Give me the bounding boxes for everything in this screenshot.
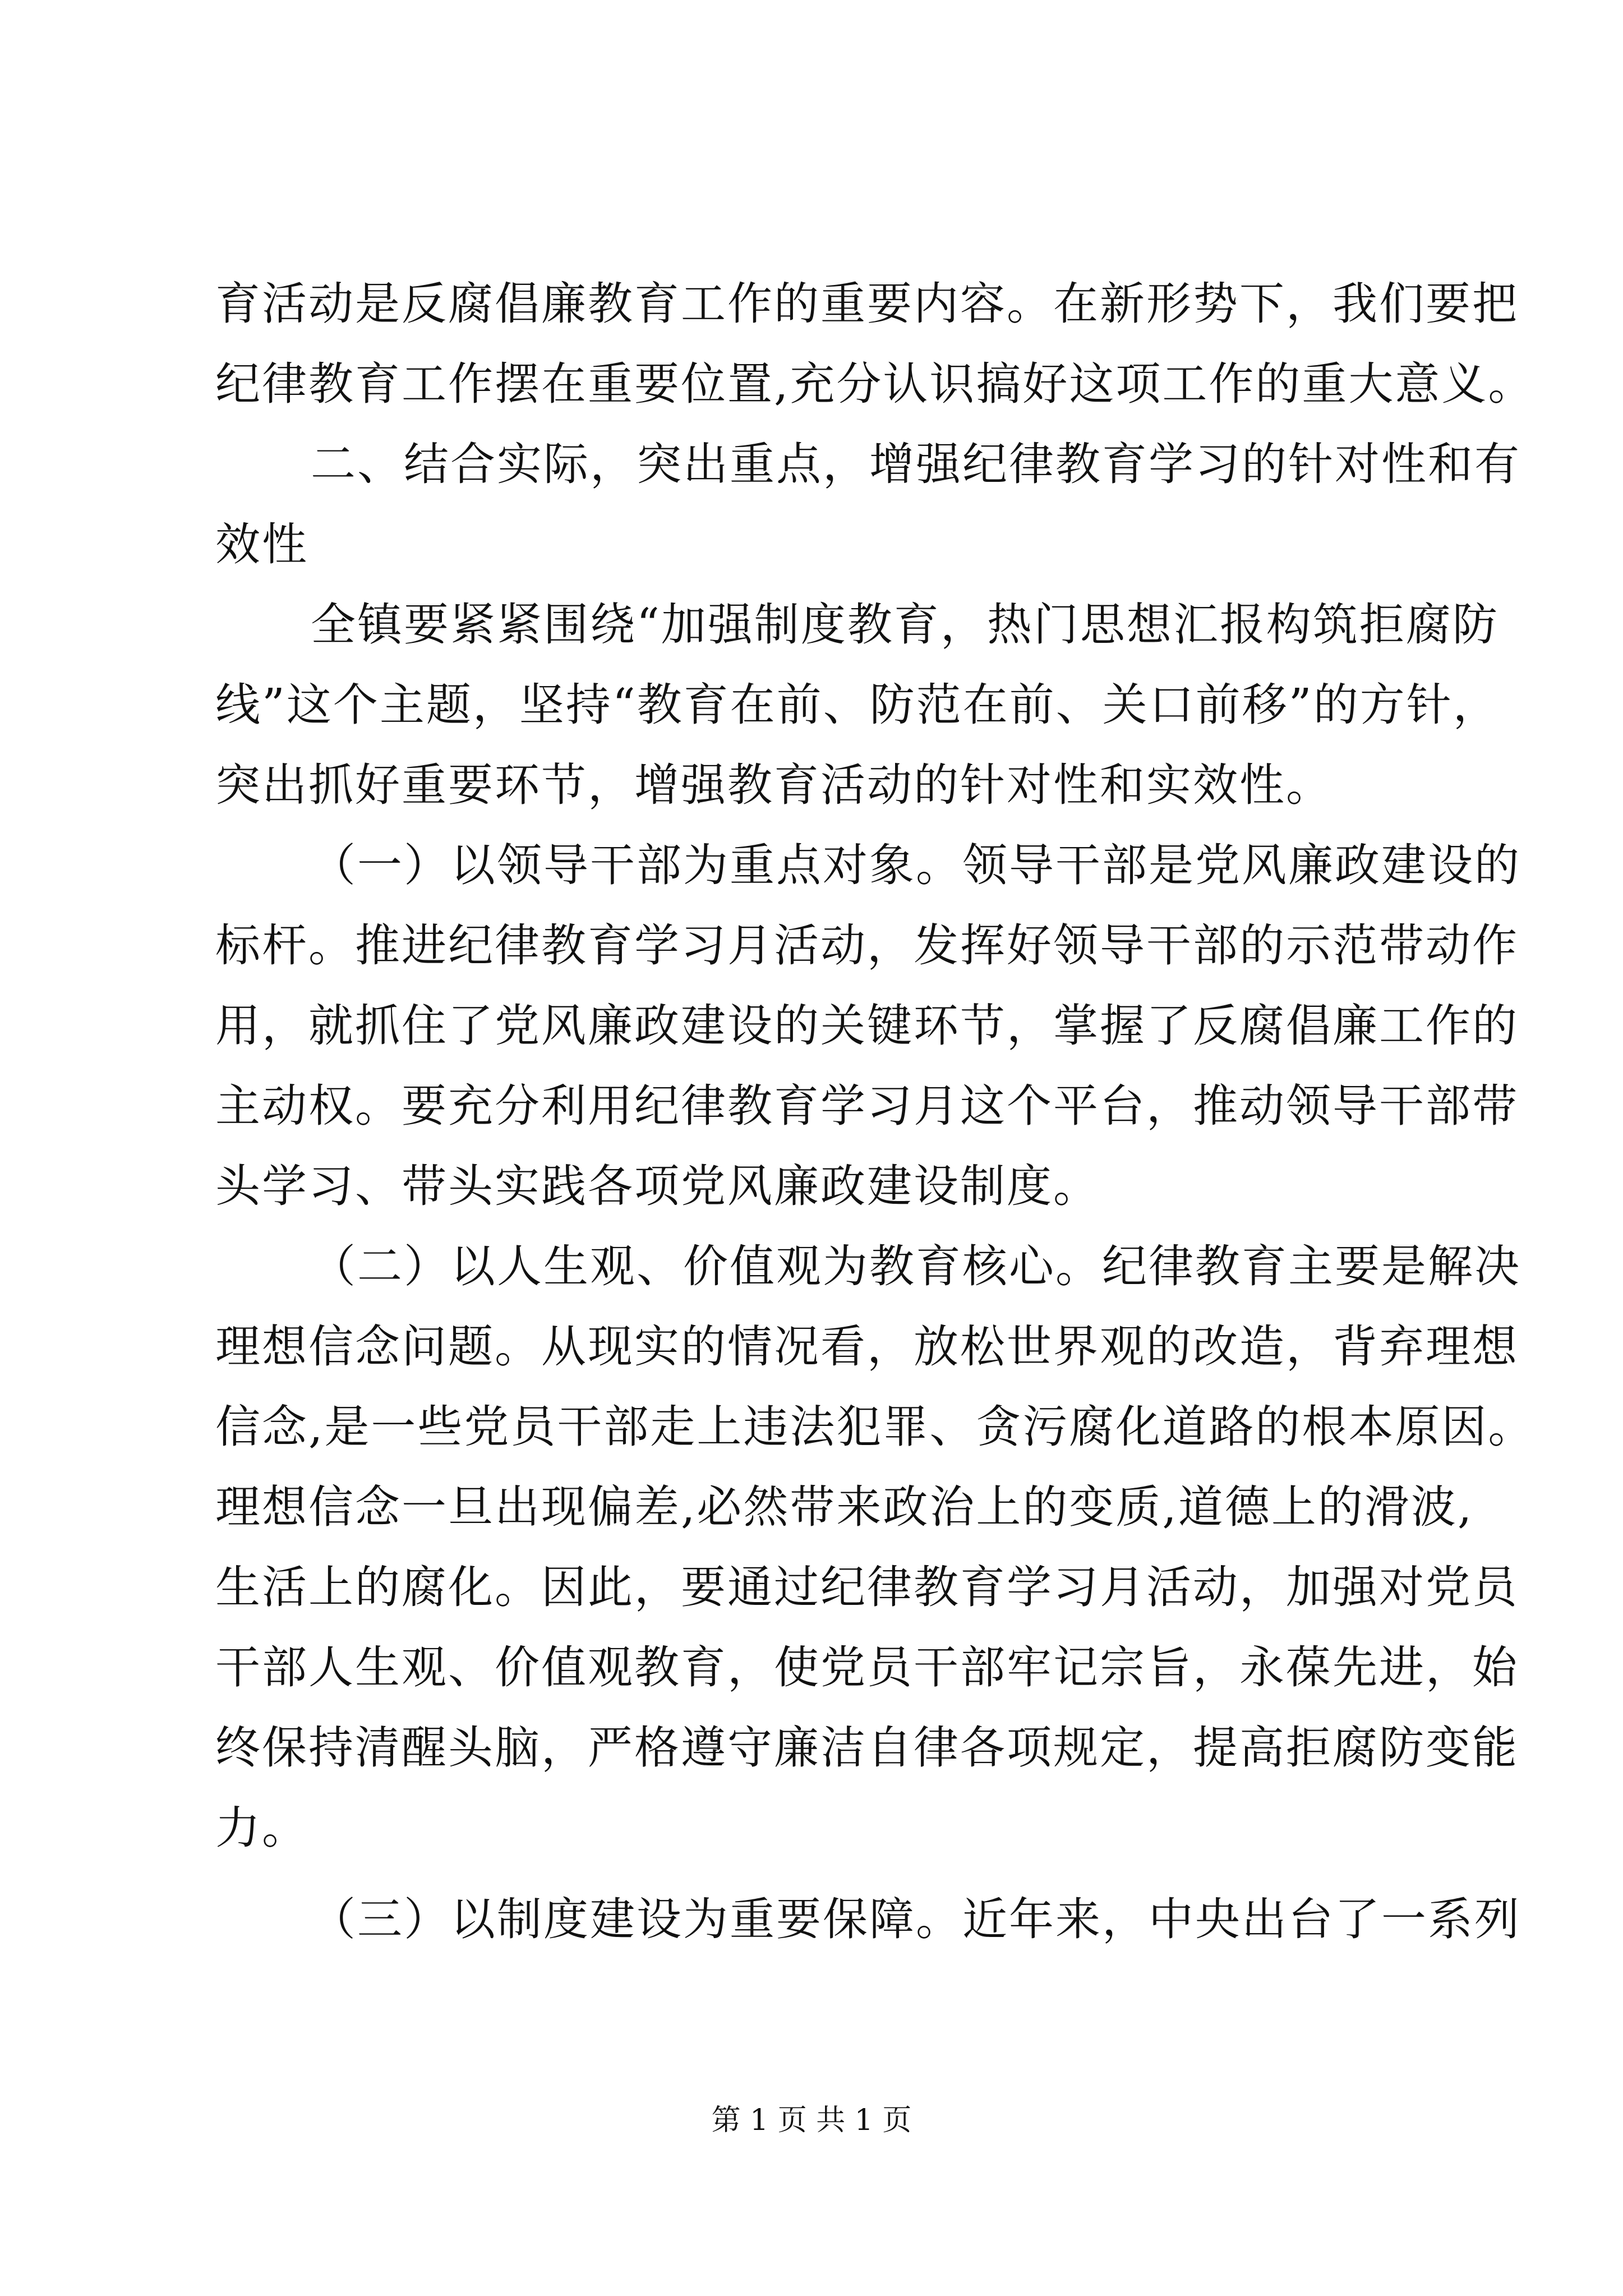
subsection-paragraph: （一）以领导干部为重点对象。领导干部是党风廉政建设的 — [311, 839, 1521, 891]
text-line: 主动权。要充分利用纪律教育学习月这个平台，推动领导干部带 — [215, 1080, 1519, 1132]
document-body — [215, 264, 1535, 1959]
text-line: 力。 — [215, 1802, 308, 1854]
text-line: 理想信念一旦出现偏差,必然带来政治上的变质,道德上的滑波, — [215, 1481, 1474, 1533]
text-line: 全镇要紧紧围绕“加强制度教育，热门思想汇报构筑拒腐防 — [311, 599, 1499, 651]
text-line: 头学习、带头实践各项党风廉政建设制度。 — [215, 1160, 1100, 1212]
text-line: 终保持清醒头脑，严格遵守廉洁自律各项规定，提高拒腐防变能 — [215, 1722, 1519, 1774]
text-line: 干部人生观、价值观教育，使党员干部牢记宗旨，永葆先进，始 — [215, 1641, 1519, 1694]
section-heading: 二、结合实际，突出重点，增强纪律教育学习的针对性和有 — [311, 438, 1521, 490]
text-line: 育活动是反腐倡廉教育工作的重要内容。在新形势下，我们要把 — [215, 278, 1519, 330]
text-line: 纪律教育工作摆在重要位置,充分认识搞好这项工作的重大意义。 — [215, 358, 1535, 410]
subsection-paragraph: （三）以制度建设为重要保障。近年来，中央出台了一系列 — [311, 1893, 1521, 1945]
text-line: 用，就抓住了党风廉政建设的关键环节，掌握了反腐倡廉工作的 — [215, 1000, 1519, 1052]
text-line: 标杆。推进纪律教育学习月活动，发挥好领导干部的示范带动作 — [215, 919, 1519, 972]
subsection-paragraph: （二）以人生观、价值观为教育核心。纪律教育主要是解决 — [311, 1240, 1521, 1292]
text-line: 理想信念问题。从现实的情况看，放松世界观的改造，背弃理想 — [215, 1320, 1519, 1373]
text-line: 生活上的腐化。因此，要通过纪律教育学习月活动，加强对党员 — [215, 1561, 1519, 1613]
page-number-footer: 第 1 页 共 1 页 — [711, 2104, 912, 2137]
section-heading-continued: 效性 — [215, 518, 308, 570]
text-line: 线”这个主题，坚持“教育在前、防范在前、关口前移”的方针， — [215, 679, 1500, 731]
text-line: 突出抓好重要环节，增强教育活动的针对性和实效性。 — [215, 759, 1332, 811]
paragraph-gap — [215, 1868, 1415, 1879]
text-line: 信念,是一些党员干部走上违法犯罪、贪污腐化道路的根本原因。 — [215, 1401, 1535, 1453]
